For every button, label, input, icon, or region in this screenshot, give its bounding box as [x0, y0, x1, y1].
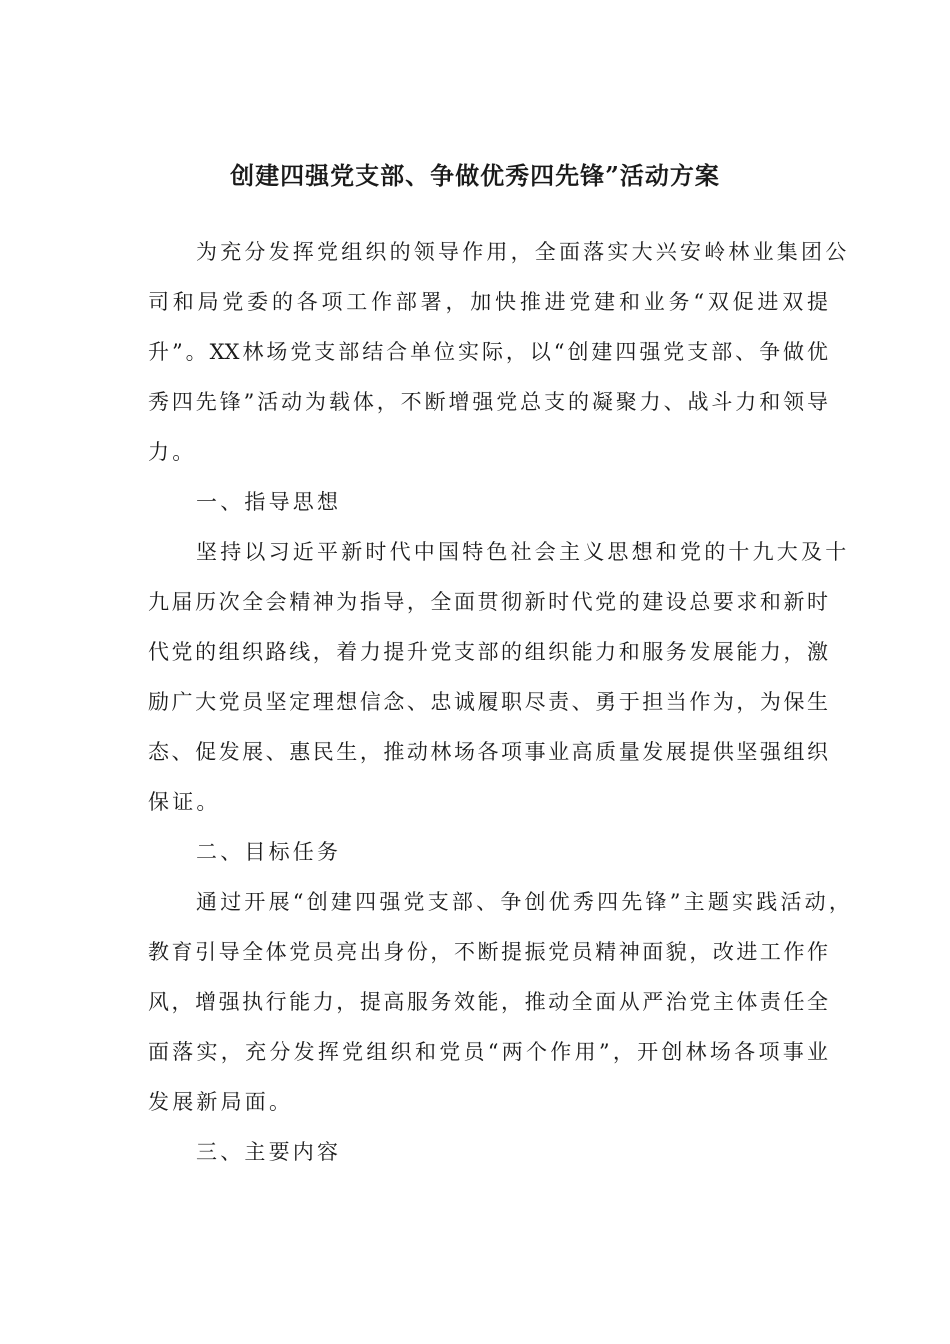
- paragraph-line: 发展新局面。: [148, 1090, 294, 1114]
- paragraph-line: 代党的组织路线，着力提升党支部的组织能力和服务发展能力，激: [148, 640, 828, 664]
- paragraph-line: 为充分发挥党组织的领导作用，全面落实大兴安岭林业集团公: [196, 240, 850, 264]
- paragraph-line: 保证。: [148, 790, 221, 814]
- document-title: 创建四强党支部、争做优秀四先锋”活动方案: [230, 161, 720, 190]
- paragraph-line: 升”。XX林场党支部结合单位实际，以“创建四强党支部、争做优: [148, 340, 828, 364]
- section-heading: 二、目标任务: [196, 840, 342, 864]
- paragraph-line: 教育引导全体党员亮出身份，不断提振党员精神面貌，改进工作作: [148, 940, 828, 964]
- paragraph-line: 风，增强执行能力，提高服务效能，推动全面从严治党主体责任全: [148, 990, 828, 1014]
- paragraph-line: 坚持以习近平新时代中国特色社会主义思想和党的十九大及十: [196, 540, 850, 564]
- paragraph-line: 态、促发展、惠民生，推动林场各项事业高质量发展提供坚强组织: [148, 740, 828, 764]
- section-heading: 一、指导思想: [196, 490, 342, 514]
- paragraph-line: 力。: [148, 440, 197, 464]
- section-heading: 三、主要内容: [196, 1140, 342, 1164]
- paragraph-line: 通过开展“创建四强党支部、争创优秀四先锋”主题实践活动，: [196, 890, 854, 914]
- paragraph-line: 面落实，充分发挥党组织和党员“两个作用”，开创林场各项事业: [148, 1040, 828, 1064]
- paragraph-line: 秀四先锋”活动为载体，不断增强党总支的凝聚力、战斗力和领导: [148, 390, 828, 414]
- paragraph-line: 司和局党委的各项工作部署，加快推进党建和业务“双促进双提: [148, 290, 828, 314]
- paragraph-line: 九届历次全会精神为指导，全面贯彻新时代党的建设总要求和新时: [148, 590, 828, 614]
- paragraph-line: 励广大党员坚定理想信念、忠诚履职尽责、勇于担当作为，为保生: [148, 690, 828, 714]
